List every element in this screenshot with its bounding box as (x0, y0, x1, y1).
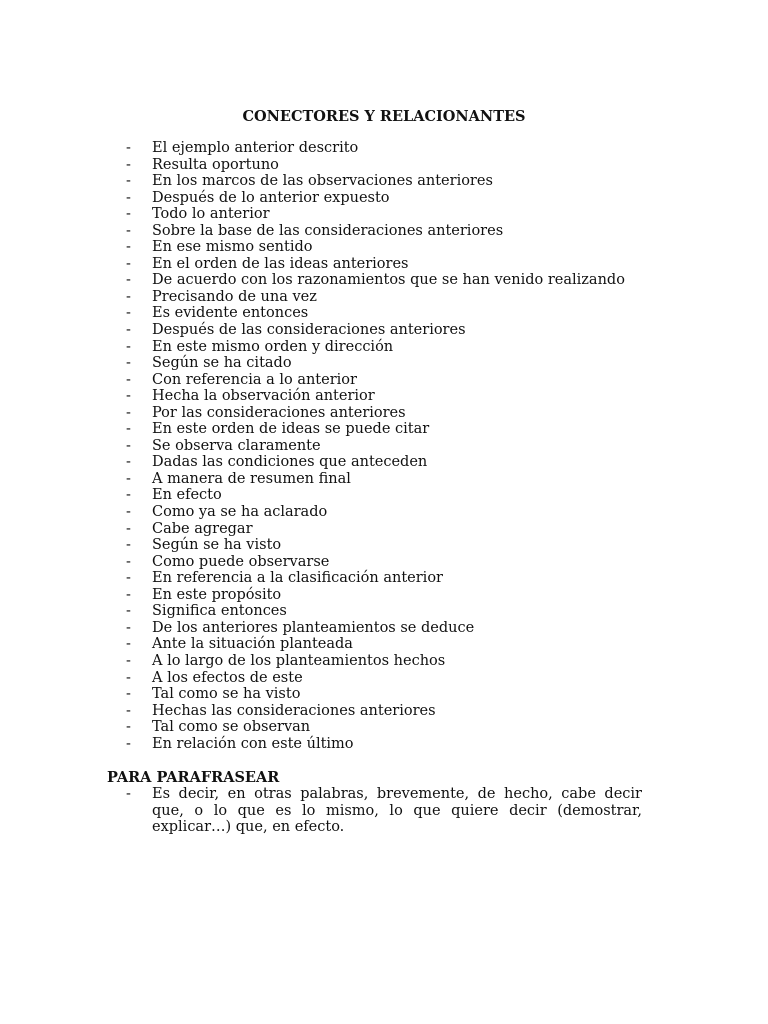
list-item-text: Cabe agregar (152, 520, 253, 537)
bullet-dash: - (126, 355, 131, 372)
bullet-dash: - (126, 239, 131, 256)
bullet-dash: - (126, 786, 131, 802)
list-item (126, 372, 666, 389)
list-item (126, 190, 666, 207)
bullet-dash: - (126, 404, 131, 421)
list-item-text: Después de las consideraciones anteriores (152, 322, 466, 339)
list-item-text: Dadas las condiciones que anteceden (152, 454, 428, 471)
list-item-text: En relación con este último (152, 735, 354, 752)
list-item-text: En referencia a la clasificación anterior (152, 570, 443, 587)
list-item (126, 670, 666, 687)
bullet-dash: - (126, 470, 131, 487)
bullet-dash: - (126, 222, 131, 239)
list-item (126, 686, 666, 703)
bullet-dash: - (126, 437, 131, 454)
list-item-text: Tal como se observan (152, 719, 311, 736)
list-item-text: A manera de resumen final (152, 470, 351, 487)
list-item-text: De los anteriores planteamientos se deduce (152, 619, 475, 636)
bullet-dash: - (126, 603, 131, 620)
list-item-text: Por las consideraciones anteriores (152, 404, 406, 421)
page-title: CONECTORES Y RELACIONANTES (242, 108, 526, 125)
bullet-dash: - (126, 719, 131, 736)
bullet-dash: - (126, 537, 131, 554)
bullet-dash: - (126, 619, 131, 636)
list-item-text: En los marcos de las observaciones anteriores (152, 173, 493, 190)
list-item (126, 355, 666, 372)
list-item-text: Ante la situación planteada (152, 636, 353, 653)
list-item-text: A los efectos de este (152, 669, 303, 686)
connector-list (126, 140, 666, 752)
list-item-text: A lo largo de los planteamientos hechos (152, 652, 446, 669)
list-item-text: Resulta oportuno (152, 156, 279, 173)
bullet-dash: - (126, 669, 131, 686)
list-item (126, 305, 666, 322)
bullet-dash: - (126, 735, 131, 752)
bullet-dash: - (126, 487, 131, 504)
list-item (126, 289, 666, 306)
bullet-dash: - (126, 255, 131, 272)
bullet-dash: - (126, 371, 131, 388)
section-heading: PARA PARAFRASEAR (107, 769, 280, 786)
list-item (126, 421, 666, 438)
list-item-text: En este orden de ideas se puede citar (152, 421, 430, 438)
list-item-text: Según se ha citado (152, 355, 292, 372)
list-item (126, 272, 666, 289)
list-item (126, 239, 666, 256)
list-item-text: De acuerdo con los razonamientos que se han venido realizando (152, 272, 625, 289)
list-item-text: Todo lo anterior (152, 206, 270, 223)
list-item (126, 173, 666, 190)
bullet-dash: - (126, 702, 131, 719)
bullet-dash: - (126, 421, 131, 438)
list-item-text: Es evidente entonces (152, 305, 309, 322)
list-item (126, 719, 666, 736)
list-item-text: En este propósito (152, 586, 282, 603)
bullet-dash: - (126, 520, 131, 537)
bullet-dash: - (126, 338, 131, 355)
list-item (126, 388, 666, 405)
bullet-dash: - (126, 388, 131, 405)
bullet-dash: - (126, 272, 131, 289)
list-item (126, 703, 666, 720)
list-item (126, 256, 666, 273)
bullet-dash: - (126, 322, 131, 339)
bullet-dash: - (126, 686, 131, 703)
list-item-text: Sobre la base de las consideraciones anteriores (152, 222, 504, 239)
list-item (126, 140, 666, 157)
list-item-text: Se observa claramente (152, 437, 321, 454)
list-item (126, 504, 666, 521)
list-item (126, 570, 666, 587)
list-item-text: Según se ha visto (152, 537, 282, 554)
list-item-text: En efecto (152, 487, 222, 504)
list-item-text: Hecha la observación anterior (152, 388, 375, 405)
list-item (126, 454, 666, 471)
list-item-text: Significa entonces (152, 603, 287, 620)
list-item-text: Con referencia a lo anterior (152, 371, 357, 388)
list-item (126, 322, 666, 339)
list-item (126, 636, 666, 653)
list-item-text: Después de lo anterior expuesto (152, 189, 390, 206)
list-item (126, 438, 666, 455)
list-item-text: Precisando de una vez (152, 288, 317, 305)
list-item (126, 487, 666, 504)
bullet-dash: - (126, 504, 131, 521)
list-item-text: En este mismo orden y dirección (152, 338, 394, 355)
list-item-text: Hechas las consideraciones anteriores (152, 702, 436, 719)
bullet-dash: - (126, 652, 131, 669)
list-item (126, 603, 666, 620)
bullet-dash: - (126, 173, 131, 190)
list-item (126, 157, 666, 174)
list-item-text: En ese mismo sentido (152, 239, 313, 256)
list-item-text: El ejemplo anterior descrito (152, 140, 359, 156)
list-item (126, 554, 666, 571)
bullet-dash: - (126, 553, 131, 570)
list-item (126, 736, 666, 753)
list-item (126, 223, 666, 240)
bullet-dash: - (126, 140, 131, 156)
bullet-dash: - (126, 454, 131, 471)
list-item (126, 405, 666, 422)
list-item (126, 206, 666, 223)
bullet-dash: - (126, 305, 131, 322)
bullet-dash: - (126, 206, 131, 223)
bullet-dash: - (126, 570, 131, 587)
bullet-dash: - (126, 189, 131, 206)
list-item (126, 339, 666, 356)
list-item-text: Como ya se ha aclarado (152, 504, 328, 521)
list-item-text: Tal como se ha visto (152, 686, 301, 703)
bullet-dash: - (126, 586, 131, 603)
paraphrase-text: Es decir, en otras palabras, brevemente, de hecho, cabe decir que, o lo que es lo mismo, lo que quiere decir (demostrar, explicar…) que, en efecto. (152, 786, 642, 836)
list-item-text: Como puede observarse (152, 553, 330, 570)
list-item-text: En el orden de las ideas anteriores (152, 255, 409, 272)
list-item (126, 587, 666, 604)
bullet-dash: - (126, 156, 131, 173)
list-item (126, 537, 666, 554)
list-item (126, 471, 666, 488)
bullet-dash: - (126, 288, 131, 305)
list-item (126, 521, 666, 538)
list-item (126, 620, 666, 637)
list-item (126, 653, 666, 670)
bullet-dash: - (126, 636, 131, 653)
